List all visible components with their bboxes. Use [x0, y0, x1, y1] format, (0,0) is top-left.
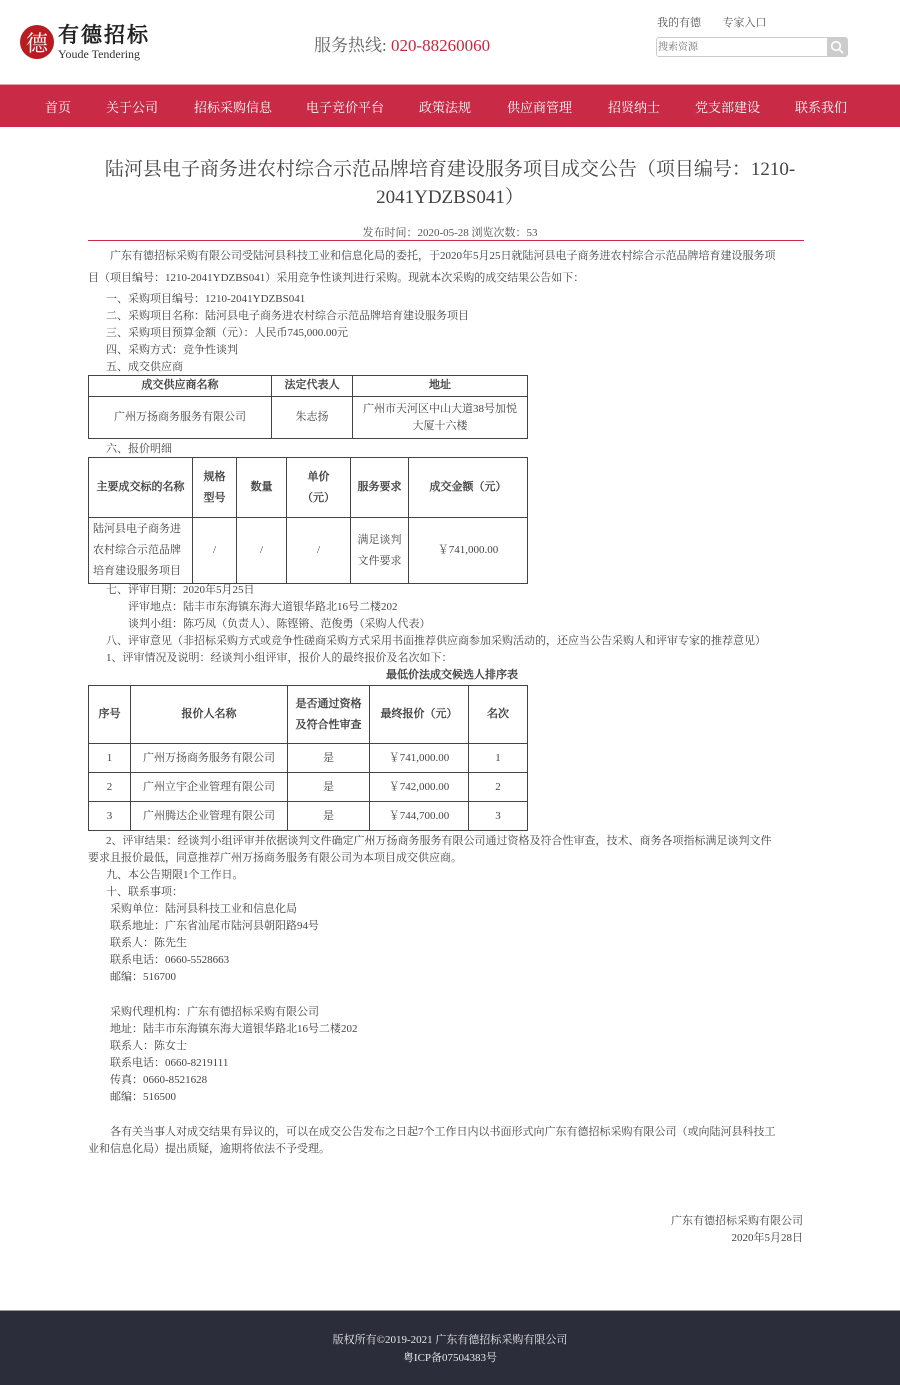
buyer-address: 联系地址：广东省汕尾市陆河县朝阳路94号: [110, 920, 319, 932]
buyer-contact: 联系人：陈先生: [110, 937, 187, 949]
objection-text-1: 各有关当事人对成交结果有异议的，可以在成交公告发布之日起7个工作日内以书面形式向广东有德招标采购有限公司（或向陆河县科技工: [110, 1126, 776, 1138]
my-youde-link[interactable]: 我的有德: [657, 16, 701, 29]
agency-name: 采购代理机构：广东有德招标采购有限公司: [110, 1006, 319, 1018]
nav-contact[interactable]: 联系我们: [795, 100, 848, 115]
buyer-unit: 采购单位：陆河县科技工业和信息化局: [110, 903, 297, 915]
rank-table-caption: 最低价法成交候选人排序表: [386, 669, 518, 681]
item-10: 十、联系事项：: [106, 886, 183, 898]
hotline-number: 020-88260060: [390, 36, 491, 55]
site-footer: [0, 1310, 900, 1385]
search-box: [656, 37, 848, 57]
item-4: 四、采购方式：竞争性谈判: [106, 344, 238, 356]
service-hotline: [314, 31, 490, 56]
item-2: 二、采购项目名称：陆河县电子商务进农村综合示范品牌培育建设服务项目: [106, 310, 469, 322]
publish-meta: 发布时间：2020-05-28 浏览次数：53: [362, 227, 538, 239]
agency-address: 地址：陆丰市东海镇东海大道银华路北16号二楼202: [110, 1023, 358, 1035]
search-button[interactable]: [827, 38, 847, 56]
review-result-1: 2、评审结果：经谈判小组评审并依据谈判文件确定广州万扬商务服务有限公司通过资格及符合性审查，技术、商务各项指标满足谈判文件: [106, 835, 772, 847]
agency-postcode: 邮编：516500: [110, 1091, 176, 1103]
intro-text-1: 广东有德招标采购有限公司受陆河县科技工业和信息化局的委托，于2020年5月25日就陆河县电子商务进农村综合示范品牌培育建设服务项: [110, 250, 776, 262]
nav-supplier-mgmt[interactable]: 供应商管理: [507, 100, 573, 115]
nav-home[interactable]: 首页: [45, 100, 72, 115]
logo-english-name: Youde Tendering: [58, 47, 141, 61]
review-panel: 谈判小组：陈巧凤（负责人）、陈铿锵、范俊勇（采购人代表）: [128, 618, 431, 630]
item-9: 九、本公告期限1个工作日。: [106, 869, 244, 881]
review-description: 1、评审情况及说明：经谈判小组评审，报价人的最终报价及名次如下：: [106, 652, 453, 664]
price-detail-table: 主要成交标的名称 规格 型号 数量 单价 （元） 服务要求 成交金额（元） 陆河县电子商务进 农村综合示范品牌 培育建设服务项目 / / / 满足谈判 文件要求 ￥741,000.00: [88, 457, 528, 584]
top-links: [657, 14, 785, 30]
main-nav: [0, 84, 900, 127]
table-row: 2 广州立宇企业管理有限公司 是 ￥742,000.00 2: [89, 773, 528, 802]
legal-representative: 朱志扬: [272, 397, 353, 439]
signature-date: 2020年5月28日: [731, 1232, 803, 1244]
item-1: 一、采购项目编号：1210-2041YDZBS041: [106, 293, 306, 305]
search-icon: [830, 40, 844, 54]
agency-contact: 联系人：陈女士: [110, 1040, 187, 1052]
logo-seal-icon: 德: [20, 25, 54, 59]
item-6: 六、报价明细: [106, 443, 172, 455]
icp-number[interactable]: 粤ICP备07504383号: [402, 1352, 498, 1364]
item-5: 五、成交供应商: [106, 361, 183, 373]
copyright: 版权所有©2019-2021 广东有德招标采购有限公司: [332, 1334, 568, 1346]
title-divider: [88, 240, 804, 241]
nav-tender-info[interactable]: 招标采购信息: [194, 100, 273, 115]
objection-text-2: 业和信息化局）提出质疑，逾期将依法不予受理。: [88, 1143, 330, 1155]
review-opinion: 八、评审意见（非招标采购方式或竞争性磋商采购方式采用书面推荐供应商参加采购活动的，还应当公告采购人和评审专家的推荐意见）: [106, 635, 766, 647]
buyer-phone: 联系电话：0660-5528663: [110, 954, 230, 966]
intro-text-2: 目（项目编号：1210-2041YDZBS041）采用竞争性谈判进行采购。现就本次采购的成交结果公告如下：: [88, 272, 585, 284]
agency-fax: 传真：0660-8521628: [110, 1074, 208, 1086]
site-header: [0, 0, 900, 84]
nav-party-branch[interactable]: 党支部建设: [695, 100, 761, 115]
nav-about[interactable]: 关于公司: [106, 100, 159, 115]
supplier-address: 广州市天河区中山大道38号加悦 大厦十六楼: [353, 397, 528, 439]
signature-org: 广东有德招标采购有限公司: [671, 1215, 803, 1227]
nav-careers[interactable]: 招贤纳士: [608, 100, 661, 115]
logo-chinese-name: 有德招标: [58, 22, 150, 47]
ranking-table: 序号 报价人名称 是否通过资格 及符合性审查 最终报价（元） 名次 1 广州万扬商务服务有限公司 是 ￥741,000.00 1 2 广州立宇企业管理有限公司 是 ￥742,000.00 2 3 广州腾达企业管理有限公司 是 ￥744,700.00 3: [88, 685, 528, 831]
review-result-2: 要求且报价最低，同意推荐广州万扬商务服务有限公司为本项目成交供应商。: [88, 852, 462, 864]
page-title: 陆河县电子商务进农村综合示范品牌培育建设服务项目成交公告（项目编号：1210- 2041YDZBS041）: [104, 159, 796, 208]
nav-e-bidding[interactable]: 电子竞价平台: [306, 100, 385, 115]
search-input[interactable]: [657, 38, 827, 56]
review-date: 七、评审日期：2020年5月25日: [106, 584, 255, 596]
nav-policy[interactable]: 政策法规: [419, 100, 472, 115]
supplier-name: 广州万扬商务服务有限公司: [89, 397, 272, 439]
supplier-table: 成交供应商名称 法定代表人 地址 广州万扬商务服务有限公司 朱志扬 广州市天河区中山大道38号加悦 大厦十六楼: [88, 375, 528, 439]
expert-entry-link[interactable]: 专家入口: [722, 16, 767, 29]
agency-phone: 联系电话：0660-8219111: [110, 1057, 229, 1069]
buyer-postcode: 邮编：516700: [110, 971, 176, 983]
table-row: 1 广州万扬商务服务有限公司 是 ￥741,000.00 1: [89, 744, 528, 773]
table-row: 3 广州腾达企业管理有限公司 是 ￥744,700.00 3: [89, 802, 528, 831]
item-3: 三、采购项目预算金额（元）：人民币745,000.00元: [106, 327, 348, 339]
review-place: 评审地点：陆丰市东海镇东海大道银华路北16号二楼202: [128, 601, 398, 613]
site-logo[interactable]: [20, 24, 150, 60]
hotline-label: 服务热线:: [314, 36, 387, 55]
